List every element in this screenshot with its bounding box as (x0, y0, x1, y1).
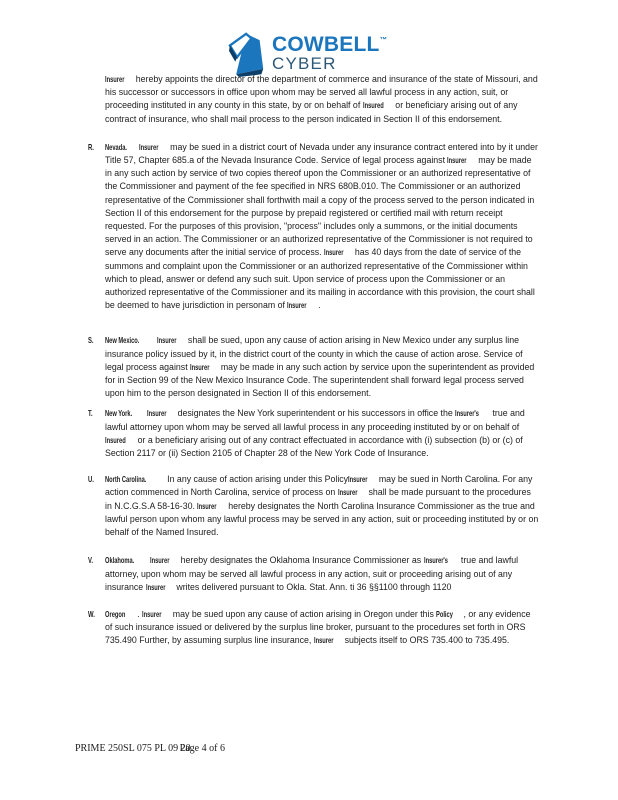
form-field-text: North Carolina. (105, 475, 147, 485)
section-oregon (88, 608, 540, 648)
cowbell-cyber-logo (227, 30, 387, 77)
section-letter: V. (88, 556, 94, 566)
form-field-text: Insurer (447, 156, 467, 166)
section-oklahoma (88, 554, 540, 594)
form-field-text: Insurer (337, 488, 358, 498)
form-field-text: Insurer (146, 409, 167, 419)
form-field-text: Insurer (324, 248, 344, 258)
form-field-text: Insurer (105, 75, 125, 84)
text-run: may be sued in a district court of Nevada under any insurance contract entered into by it under Title 57, Chapter 685.a of the Nevada Insurance Code. Service of legal process against (105, 141, 538, 166)
section-letter: U. (88, 475, 94, 485)
section-north-carolina (88, 473, 540, 539)
form-field-text: New York. (105, 409, 133, 419)
text-run: hereby designates the Oklahoma Insurance Commissioner as (180, 555, 424, 566)
text-run: writes delivered pursuant to Okla. Stat. Ann. ti 36 §§1100 through 1120 (176, 581, 452, 592)
form-field-text: Insurer's (423, 556, 448, 566)
cowbell-icon (227, 32, 267, 77)
form-field-text: Policy (436, 609, 454, 619)
logo-brand-label: COWBELL (272, 33, 380, 56)
form-field-text: Insurer (287, 301, 307, 311)
text-run: shall be made pursuant to the procedures in N.C.G.S.A 58-16-30. (105, 487, 531, 511)
text-run: true and lawful attorney, upon whom may be served all lawful process in any action, suit or proceeding arising out of any insurance (105, 555, 519, 592)
section-new-mexico (88, 334, 540, 400)
page-number-label: Page 4 of 6 (179, 743, 225, 754)
text-run: hereby designates the North Carolina Insurance Commissioner as the true and lawful person upon whom any lawful process may be served in any action, suit or proceeding instituted by or on behalf of the Named Insured. (105, 500, 539, 538)
text-run: , or any evidence of such insurance issued or delivered by the surplus line broker, pursuant to the procedures set forth in ORS 735.490 Further, by assuming surplus line insurance, (105, 608, 531, 646)
form-field-text: Insurer (348, 475, 368, 485)
text-run: or beneficiary arising out of any contract of insurance, who shall mail process to the person indicated in Section II of this endorsement. (105, 100, 518, 124)
section-letter: T. (88, 409, 93, 419)
endorsement-text (88, 73, 540, 648)
paragraph-missouri-continuation (105, 73, 540, 126)
section-body (105, 334, 540, 400)
text-run: true and lawful attorney upon whom may be served all lawful process in any proceeding instituted by or on behalf of (105, 408, 525, 432)
form-field-text: New Mexico. (105, 336, 140, 346)
section-body (105, 473, 540, 539)
form-field-text: Insurer (139, 142, 159, 152)
form-field-text: Insurer (142, 609, 162, 619)
form-field-text: Nevada. (105, 142, 127, 152)
trademark-symbol: ™ (379, 35, 388, 44)
form-field-text: Oregon (105, 609, 126, 619)
logo-brand-name (272, 30, 387, 55)
section-new-york (88, 407, 540, 460)
text-run: subjects itself to ORS 735.400 to 735.495. (344, 635, 510, 646)
form-field-text: Insurer (313, 636, 334, 646)
form-field-text: Insured (105, 435, 126, 445)
text-run: hereby appoints the director of the department of commerce and insurance of the state of Missouri, and his successor or successors in office upon whom may be served all lawful process in any action, suit, or proceeding instituted in any county in this state, by or on behalf of (105, 74, 538, 111)
form-field-text: Insured (362, 101, 384, 111)
section-letter: R. (88, 142, 94, 152)
text-run: has 40 days from the date of service of the summons and complaint upon the Commissioner or an authorized representative of the Commissioner within which to plead, answer or defend any such suit. Upon service of process upon the Commissioner or an authorized representative of the Commissioner and its mailing in accordance with this provision, the court shall be deemed to have jurisdiction in personam of (105, 247, 535, 311)
section-nevada (88, 141, 540, 313)
page-footer (75, 743, 225, 754)
section-body (105, 608, 540, 648)
form-field-text: Insurer (149, 556, 170, 566)
form-field-text: Insurer (197, 501, 217, 511)
section-letter: W. (88, 609, 95, 619)
section-letter: S. (88, 336, 94, 346)
form-number: PRIME 250SL 075 PL 09 20 (75, 743, 191, 754)
form-field-text: Oklahoma. (105, 556, 135, 566)
text-run: or a beneficiary arising out of any contract effectuated in accordance with (i) subsection (b) or (c) of Section 2117 or (ii) Section 2105 of Chapter 28 of the New York Code of Insurance. (105, 434, 523, 459)
text-run: . (318, 300, 321, 311)
section-body (105, 407, 540, 460)
form-field-text: Insurer (145, 582, 166, 592)
text-run: In any cause of action arising under this Policy (167, 474, 349, 485)
text-run: . (137, 608, 143, 619)
text-run: may be sued in North Carolina. For any action commenced in North Carolina, service of process on (105, 474, 533, 498)
logo-subbrand-label: CYBER (272, 54, 337, 73)
text-run: shall be sued, upon any cause of action arising in New Mexico under any surplus line insurance policy issued by it, in the district court of the county in which the cause of action arose. Service of legal process against (105, 335, 523, 372)
text-run: may be sued upon any cause of action arising in Oregon under this (172, 608, 437, 619)
form-field-text: Insurer (157, 336, 177, 346)
form-field-text: Insurer's (455, 409, 480, 419)
logo-text (272, 30, 387, 72)
text-run: may be made in any such action by service of two copies thereof upon the Commissioner or an authorized representative of the Commissioner and payment of the fee specified in NRS 680B.010. The Commissioner or an authorized representative of the Commissioner shall forthwith mail a copy of the process served to the person indicated in Section II of this endorsement for the purpose by prepaid registered or certified mail with return receipt requested. For the purposes of this provision, "process" includes only a summons, or the initial documents served in an action. The Commissioner or an authorized representative of the Commissioner is not required to serve any documents after the initial service of process. (105, 155, 535, 258)
section-body (105, 554, 540, 594)
text-run: designates the New York superintendent or his successors in office the (177, 408, 456, 419)
section-body (105, 141, 540, 313)
text-run: may be made in any such action by service upon the superintendent as provided for in Section 99 of the New Mexico Insurance Code. The superintendent shall forward legal process served upon him to the person designated in Section II of this endorsement. (105, 361, 535, 399)
form-field-text: Insurer (190, 362, 210, 372)
